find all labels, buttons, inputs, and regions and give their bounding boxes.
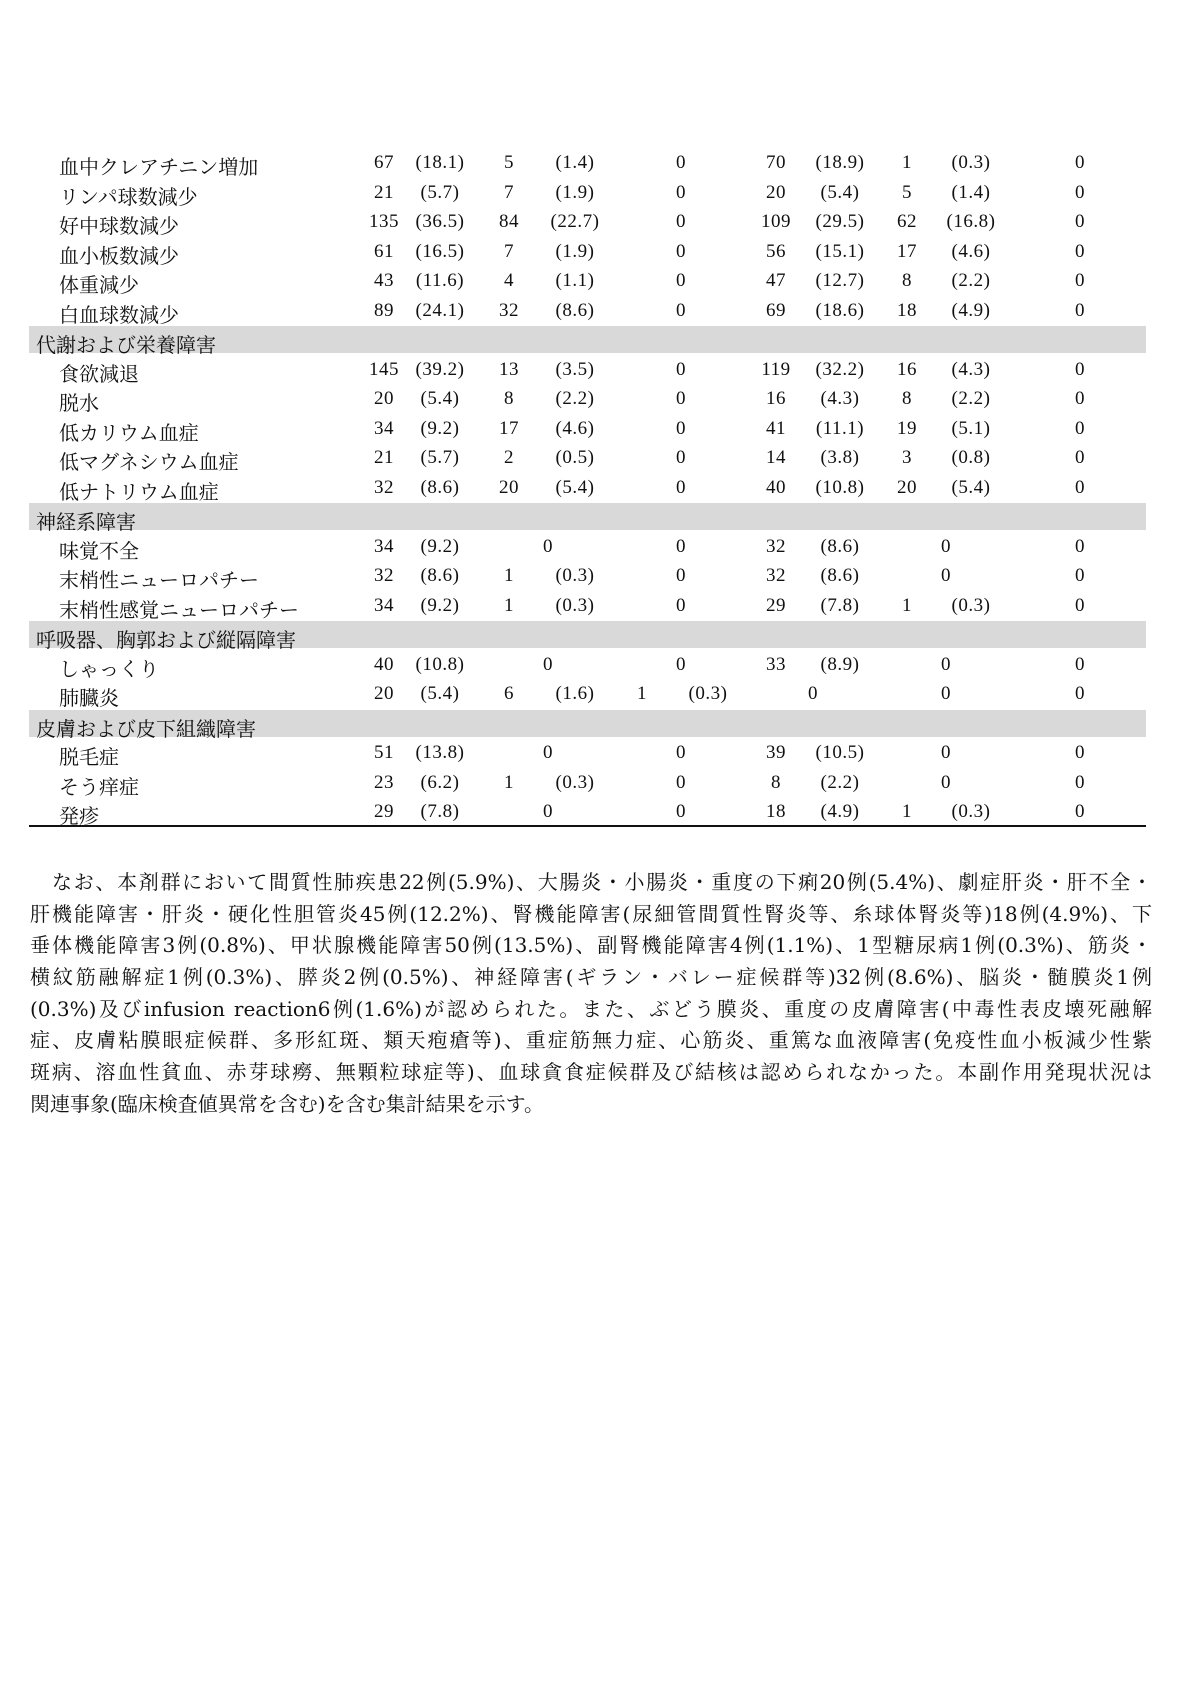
- count-cell: 7: [504, 240, 514, 262]
- count-cell: 109: [761, 211, 791, 232]
- category-label: 呼吸器、胸郭および縦隔障害: [36, 628, 296, 652]
- count-cell: 20: [374, 683, 394, 704]
- percent-cell: (0.8): [951, 447, 991, 468]
- notes-paragraph: [30, 867, 1152, 1121]
- count-cell: 1: [504, 594, 514, 616]
- count-cell: 89: [374, 299, 394, 321]
- count-cell: 0: [676, 181, 686, 203]
- item-label: そう痒症: [59, 774, 139, 799]
- count-cell: 0: [543, 535, 553, 557]
- percent-cell: (6.2): [420, 771, 460, 793]
- count-cell: 0: [676, 594, 686, 616]
- table-row: [29, 414, 1146, 443]
- item-label: 低ナトリウム血症: [59, 479, 219, 504]
- count-cell: 0: [1075, 388, 1085, 409]
- percent-cell: (4.9): [820, 801, 860, 822]
- item-label: 味覚不全: [59, 538, 139, 563]
- percent-cell: (9.2): [420, 535, 460, 557]
- category-label: 代謝および栄養障害: [36, 333, 216, 357]
- table-row: [29, 768, 1146, 797]
- count-cell: 0: [676, 152, 686, 173]
- count-cell: 0: [1075, 240, 1085, 262]
- count-cell: 0: [1075, 535, 1085, 557]
- count-cell: 84: [499, 211, 519, 232]
- count-cell: 18: [766, 801, 786, 822]
- percent-cell: (39.2): [415, 358, 465, 380]
- count-cell: 32: [374, 476, 394, 498]
- count-cell: 0: [676, 211, 686, 232]
- percent-cell: (8.6): [420, 565, 460, 586]
- percent-cell: (0.3): [951, 801, 991, 822]
- percent-cell: (2.2): [555, 388, 595, 409]
- count-cell: 20: [374, 388, 394, 409]
- table-row: [29, 296, 1146, 325]
- table-row: [29, 738, 1146, 767]
- percent-cell: (15.1): [815, 240, 865, 262]
- count-cell: 33: [766, 653, 786, 675]
- count-cell: 32: [374, 565, 394, 586]
- item-label: 脱毛症: [59, 745, 119, 769]
- percent-cell: (4.3): [951, 358, 991, 380]
- count-cell: 2: [504, 447, 514, 468]
- category-row: [29, 503, 1146, 534]
- count-cell: 119: [761, 358, 791, 380]
- percent-cell: (32.2): [815, 358, 865, 380]
- count-cell: 0: [1075, 299, 1085, 321]
- count-cell: 8: [504, 388, 514, 409]
- count-cell: 0: [941, 565, 951, 586]
- item-label: 白血球数減少: [59, 302, 179, 327]
- table-row: [29, 237, 1146, 266]
- count-cell: 0: [676, 388, 686, 409]
- count-cell: 0: [1075, 270, 1085, 291]
- paragraph-line: (0.3%)及びinfusion reaction6例(1.6%)が認められた。また、ぶどう膜炎、重度の皮膚障害(中毒性表皮壊死融解: [30, 996, 1152, 1021]
- category-row: [29, 326, 1146, 357]
- item-label: 血小板数減少: [59, 243, 179, 268]
- percent-cell: (11.6): [415, 270, 465, 291]
- percent-cell: (5.4): [555, 476, 595, 498]
- count-cell: 1: [902, 594, 912, 616]
- count-cell: 32: [766, 535, 786, 557]
- count-cell: 18: [897, 299, 917, 321]
- table-row: [29, 148, 1146, 177]
- item-label: しゃっくり: [59, 656, 159, 681]
- item-label: 末梢性ニューロパチー: [59, 568, 259, 592]
- item-label: 末梢性感覚ニューロパチー: [59, 597, 299, 622]
- count-cell: 7: [504, 181, 514, 203]
- percent-cell: (2.2): [951, 270, 991, 291]
- percent-cell: (4.3): [820, 388, 860, 409]
- percent-cell: (36.5): [415, 211, 465, 232]
- percent-cell: (0.3): [555, 771, 595, 793]
- count-cell: 0: [676, 535, 686, 557]
- table-row: [29, 384, 1146, 413]
- count-cell: 39: [766, 742, 786, 763]
- category-row: [29, 710, 1146, 741]
- count-cell: 0: [676, 476, 686, 498]
- item-label: 好中球数減少: [59, 214, 179, 238]
- percent-cell: (0.3): [951, 152, 991, 173]
- percent-cell: (7.8): [420, 801, 460, 822]
- count-cell: 0: [1075, 358, 1085, 380]
- paragraph-line: 関連事象(臨床検査値異常を含む)を含む集計結果を示す。: [30, 1091, 545, 1116]
- percent-cell: (10.8): [815, 476, 865, 498]
- percent-cell: (16.5): [415, 240, 465, 262]
- count-cell: 51: [374, 742, 394, 763]
- paragraph-line: 肝機能障害・肝炎・硬化性胆管炎45例(12.2%)、腎機能障害(尿細管間質性腎炎等、糸球体腎炎等)18例(4.9%)、下: [30, 901, 1152, 926]
- count-cell: 4: [504, 270, 514, 291]
- count-cell: 0: [941, 771, 951, 793]
- percent-cell: (22.7): [550, 211, 600, 232]
- count-cell: 0: [1075, 565, 1085, 586]
- count-cell: 16: [897, 358, 917, 380]
- category-row: [29, 621, 1146, 652]
- percent-cell: (5.1): [951, 417, 991, 439]
- count-cell: 1: [637, 683, 647, 704]
- count-cell: 0: [676, 358, 686, 380]
- count-cell: 67: [374, 152, 394, 173]
- table-row: [29, 591, 1146, 620]
- percent-cell: (2.2): [951, 388, 991, 409]
- count-cell: 1: [902, 152, 912, 173]
- count-cell: 0: [543, 742, 553, 763]
- table-row: [29, 355, 1146, 384]
- count-cell: 8: [771, 771, 781, 793]
- count-cell: 0: [676, 742, 686, 763]
- count-cell: 0: [941, 653, 951, 675]
- count-cell: 0: [1075, 653, 1085, 675]
- count-cell: 29: [766, 594, 786, 616]
- percent-cell: (3.5): [555, 358, 595, 380]
- percent-cell: (3.8): [820, 447, 860, 468]
- table-row: [29, 797, 1146, 826]
- count-cell: 14: [766, 447, 786, 468]
- count-cell: 0: [676, 653, 686, 675]
- count-cell: 0: [1075, 417, 1085, 439]
- count-cell: 135: [369, 211, 399, 232]
- count-cell: 69: [766, 299, 786, 321]
- count-cell: 0: [1075, 181, 1085, 203]
- percent-cell: (5.4): [420, 388, 460, 409]
- percent-cell: (8.6): [820, 565, 860, 586]
- table-row: [29, 650, 1146, 679]
- count-cell: 0: [1075, 476, 1085, 498]
- count-cell: 16: [766, 388, 786, 409]
- category-label: 皮膚および皮下組織障害: [36, 716, 256, 741]
- percent-cell: (0.3): [688, 683, 728, 704]
- percent-cell: (12.7): [815, 270, 865, 291]
- count-cell: 0: [1075, 771, 1085, 793]
- count-cell: 0: [941, 742, 951, 763]
- table-row: [29, 532, 1146, 561]
- percent-cell: (1.6): [555, 683, 595, 704]
- percent-cell: (18.9): [815, 152, 865, 173]
- count-cell: 47: [766, 270, 786, 291]
- count-cell: 0: [676, 270, 686, 291]
- percent-cell: (1.9): [555, 181, 595, 203]
- count-cell: 0: [1075, 447, 1085, 468]
- percent-cell: (4.6): [951, 240, 991, 262]
- count-cell: 34: [374, 417, 394, 439]
- count-cell: 0: [676, 447, 686, 468]
- count-cell: 0: [676, 801, 686, 822]
- percent-cell: (18.1): [415, 152, 465, 173]
- count-cell: 6: [504, 683, 514, 704]
- percent-cell: (0.3): [951, 594, 991, 616]
- item-label: 低マグネシウム血症: [59, 450, 239, 474]
- table-row: [29, 443, 1146, 472]
- count-cell: 0: [1075, 152, 1085, 173]
- item-label: 肺臓炎: [59, 686, 119, 710]
- count-cell: 1: [504, 565, 514, 586]
- item-label: リンパ球数減少: [59, 184, 198, 209]
- count-cell: 21: [374, 447, 394, 468]
- paragraph-line: 垂体機能障害3例(0.8%)、甲状腺機能障害50例(13.5%)、副腎機能障害4例(1.1%)、1型糖尿病1例(0.3%)、筋炎・: [30, 933, 1152, 958]
- percent-cell: (0.5): [555, 447, 595, 468]
- count-cell: 17: [499, 417, 519, 439]
- table-bottom-rule: [29, 825, 1146, 827]
- count-cell: 20: [897, 476, 917, 498]
- paragraph-line: 斑病、溶血性貧血、赤芽球癆、無顆粒球症等)、血球貪食症候群及び結核は認められなかった。本副作用発現状況は: [30, 1060, 1152, 1085]
- count-cell: 32: [499, 299, 519, 321]
- count-cell: 0: [1075, 211, 1085, 232]
- percent-cell: (5.7): [420, 181, 460, 203]
- percent-cell: (8.9): [820, 653, 860, 675]
- count-cell: 8: [902, 388, 912, 409]
- count-cell: 34: [374, 594, 394, 616]
- count-cell: 0: [1075, 594, 1085, 616]
- count-cell: 5: [902, 181, 912, 203]
- count-cell: 0: [1075, 683, 1085, 704]
- percent-cell: (10.8): [415, 653, 465, 675]
- table-row: [29, 266, 1146, 295]
- count-cell: 41: [766, 417, 786, 439]
- count-cell: 0: [676, 240, 686, 262]
- count-cell: 70: [766, 152, 786, 173]
- percent-cell: (24.1): [415, 299, 465, 321]
- count-cell: 32: [766, 565, 786, 586]
- count-cell: 19: [897, 417, 917, 439]
- count-cell: 43: [374, 270, 394, 291]
- count-cell: 0: [941, 683, 951, 704]
- count-cell: 13: [499, 358, 519, 380]
- percent-cell: (1.9): [555, 240, 595, 262]
- count-cell: 1: [902, 801, 912, 822]
- percent-cell: (8.6): [555, 299, 595, 321]
- percent-cell: (4.6): [555, 417, 595, 439]
- count-cell: 0: [676, 565, 686, 586]
- count-cell: 40: [766, 476, 786, 498]
- percent-cell: (18.6): [815, 299, 865, 321]
- count-cell: 0: [1075, 801, 1085, 822]
- percent-cell: (5.4): [820, 181, 860, 203]
- percent-cell: (2.2): [820, 771, 860, 793]
- percent-cell: (5.4): [951, 476, 991, 498]
- percent-cell: (0.3): [555, 565, 595, 586]
- item-label: 低カリウム血症: [59, 420, 199, 445]
- count-cell: 0: [1075, 742, 1085, 763]
- percent-cell: (1.4): [951, 181, 991, 203]
- count-cell: 40: [374, 653, 394, 675]
- percent-cell: (0.3): [555, 594, 595, 616]
- count-cell: 0: [808, 683, 818, 704]
- paragraph-line: なお、本剤群において間質性肺疾患22例(5.9%)、大腸炎・小腸炎・重度の下痢20例(5.4%)、劇症肝炎・肝不全・: [52, 870, 1152, 894]
- table-row: [29, 473, 1146, 502]
- item-label: 発疹: [59, 804, 99, 828]
- percent-cell: (10.5): [815, 742, 865, 763]
- item-label: 血中クレアチニン増加: [59, 155, 259, 179]
- count-cell: 20: [766, 181, 786, 203]
- count-cell: 21: [374, 181, 394, 203]
- percent-cell: (5.7): [420, 447, 460, 468]
- item-label: 食欲減退: [59, 361, 139, 386]
- percent-cell: (7.8): [820, 594, 860, 616]
- count-cell: 8: [902, 270, 912, 291]
- count-cell: 29: [374, 801, 394, 822]
- count-cell: 62: [897, 211, 917, 232]
- percent-cell: (13.8): [415, 742, 465, 763]
- count-cell: 56: [766, 240, 786, 262]
- percent-cell: (4.9): [951, 299, 991, 321]
- count-cell: 0: [676, 771, 686, 793]
- item-label: 脱水: [59, 391, 99, 415]
- percent-cell: (8.6): [420, 476, 460, 498]
- percent-cell: (9.2): [420, 417, 460, 439]
- percent-cell: (16.8): [946, 211, 996, 232]
- count-cell: 145: [369, 358, 399, 380]
- table-row: [29, 561, 1146, 590]
- paragraph-line: 症、皮膚粘膜眼症候群、多形紅斑、類天疱瘡等)、重症筋無力症、心筋炎、重篤な血液障害(免疫性血小板減少性紫: [30, 1028, 1152, 1053]
- table-row: [29, 178, 1146, 207]
- count-cell: 17: [897, 240, 917, 262]
- category-label: 神経系障害: [36, 510, 136, 534]
- item-label: 体重減少: [59, 273, 139, 297]
- count-cell: 0: [543, 653, 553, 675]
- percent-cell: (1.1): [555, 270, 595, 291]
- count-cell: 34: [374, 535, 394, 557]
- percent-cell: (5.4): [420, 683, 460, 704]
- count-cell: 5: [504, 152, 514, 173]
- percent-cell: (9.2): [420, 594, 460, 616]
- count-cell: 23: [374, 771, 394, 793]
- paragraph-line: 横紋筋融解症1例(0.3%)、膵炎2例(0.5%)、神経障害(ギラン・バレー症候群等)32例(8.6%)、脳炎・髄膜炎1例: [30, 965, 1152, 990]
- percent-cell: (11.1): [815, 417, 865, 439]
- count-cell: 0: [676, 299, 686, 321]
- count-cell: 1: [504, 771, 514, 793]
- count-cell: 3: [902, 447, 912, 468]
- count-cell: 61: [374, 240, 394, 262]
- percent-cell: (1.4): [555, 152, 595, 173]
- percent-cell: (29.5): [815, 211, 865, 232]
- count-cell: 0: [543, 801, 553, 822]
- count-cell: 0: [941, 535, 951, 557]
- percent-cell: (8.6): [820, 535, 860, 557]
- count-cell: 20: [499, 476, 519, 498]
- table-row: [29, 207, 1146, 236]
- table-row: [29, 679, 1146, 708]
- count-cell: 0: [676, 417, 686, 439]
